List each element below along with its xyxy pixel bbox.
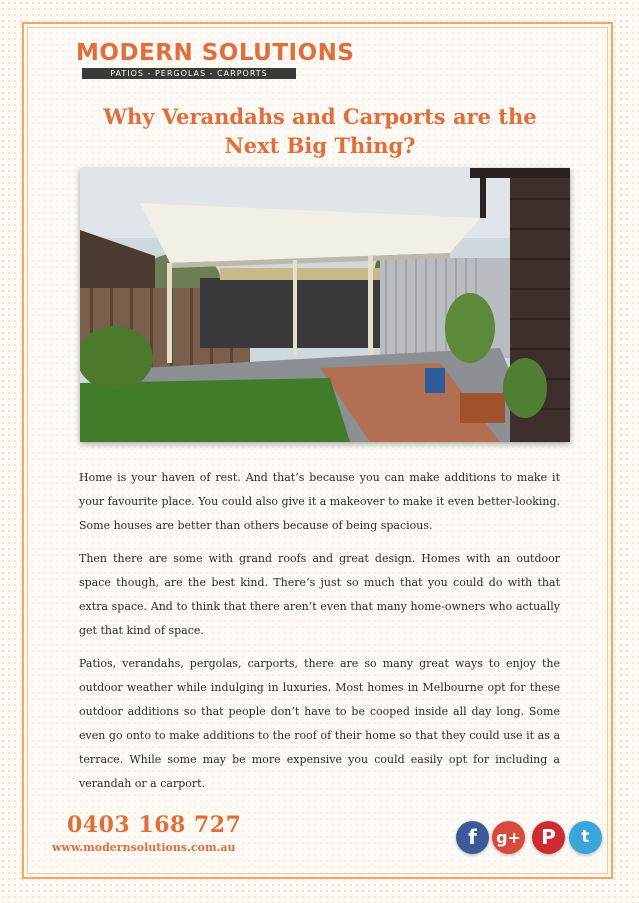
- title-line-1: Why Verandahs and Carports are the: [103, 104, 537, 129]
- paragraph-2: Then there are some with grand roofs and great design. Homes with an outdoor space though, are the best kind. There’s just so much that you could do with that extra space. And to think that there aren’t even that many home-owners who actually get that kind of space.: [79, 552, 560, 637]
- logo-tagline: PATIOS - PERGOLAS - CARPORTS: [82, 68, 296, 79]
- paragraph-3: Patios, verandahs, pergolas, carports, there are so many great ways to enjoy the outdoor weather while indulging in luxuries. Most homes in Melbourne opt for these outdoor additions so that people don’t have to be cooped inside all day long. Some even go onto to make additions to the roof of their home so that they could use it as a terrace. While some may be more expensive you could easily opt for including a verandah or a carport.: [79, 657, 560, 790]
- title-line-2: Next Big Thing?: [224, 133, 416, 158]
- verandah-photo: [80, 168, 570, 442]
- facebook-icon[interactable]: f: [456, 821, 489, 854]
- company-logo[interactable]: [76, 40, 355, 79]
- website-link[interactable]: www.modernsolutions.com.au: [52, 841, 236, 854]
- paragraph-1: Home is your haven of rest. And that’s because you can make additions to make it your favourite place. You could also give it a makeover to make it even better-looking. Some houses are better than others because of being spacious.: [79, 471, 560, 532]
- phone-number[interactable]: 0403 168 727: [67, 812, 242, 838]
- google-plus-icon[interactable]: g+: [492, 821, 525, 854]
- logo-name: MODERN SOLUTIONS: [76, 40, 355, 66]
- pinterest-icon[interactable]: P: [532, 821, 565, 854]
- page-title: [60, 102, 580, 160]
- twitter-icon[interactable]: t: [569, 821, 602, 854]
- article-body: [79, 466, 560, 805]
